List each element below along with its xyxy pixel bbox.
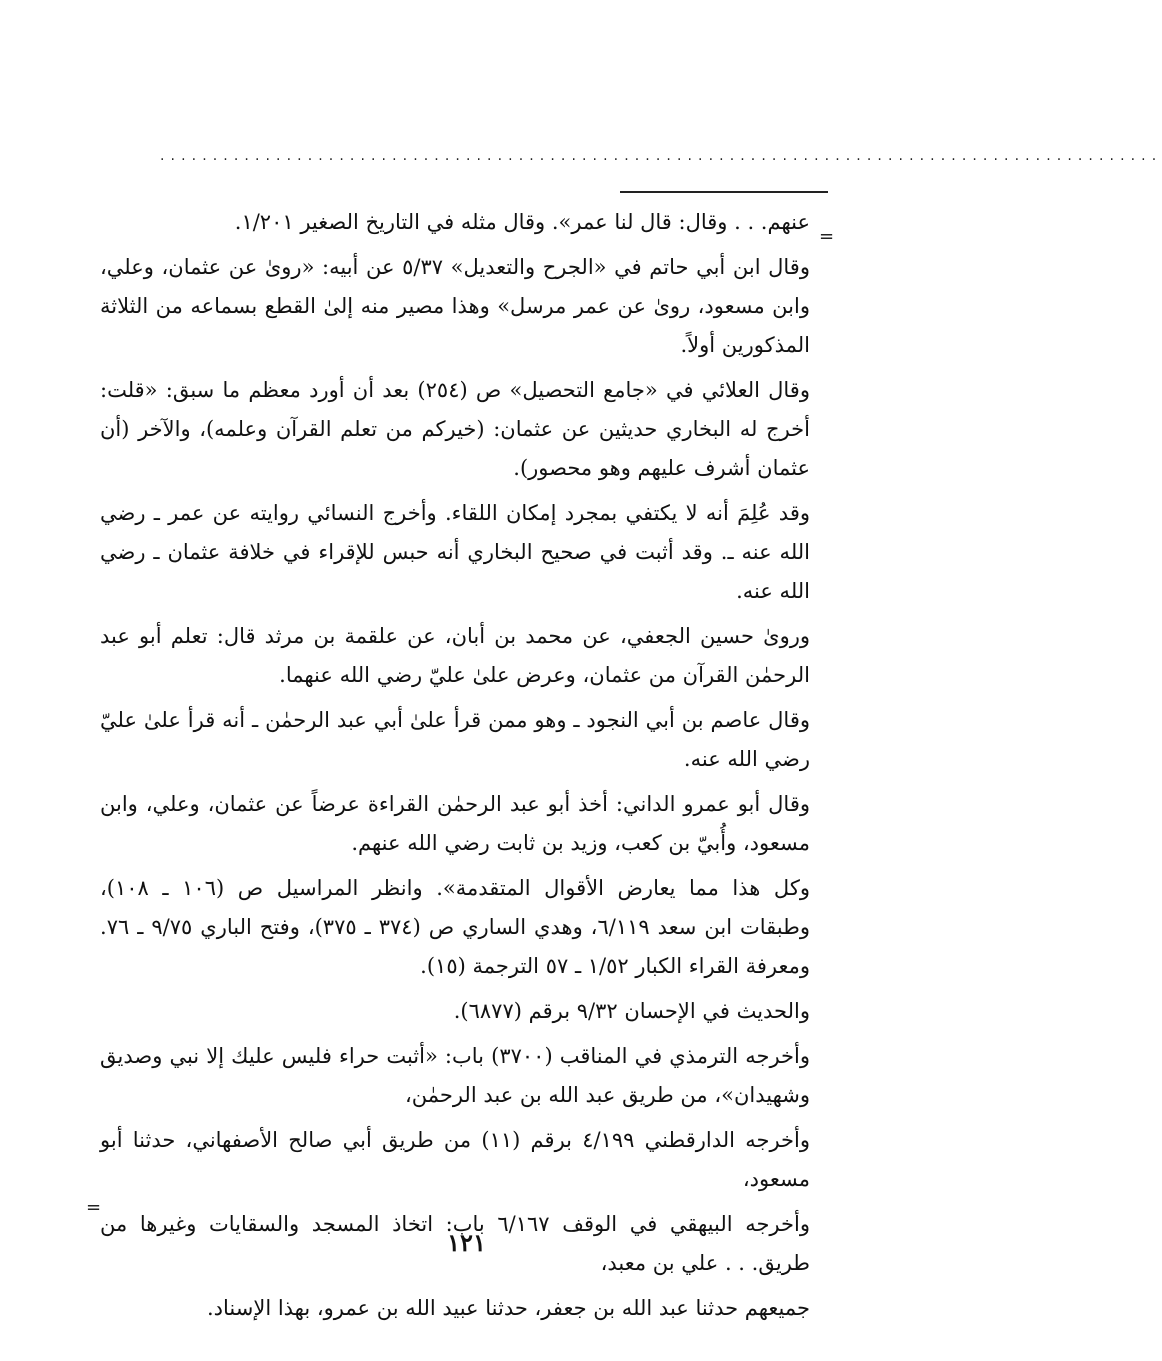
footnote-paragraph: وكل هذا مما يعارض الأقوال المتقدمة». وانظر المراسيل ص (١٠٦ ـ ١٠٨)، وطبقات ابن سعد ٦/١١٩، وهدي الساري ص (٣٧٤ ـ ٣٧٥)، وفتح الباري ٩/٧٥ ـ ٧٦. ومعرفة القراء الكبار ١/٥٢ ـ ٥٧ الترجمة (١٥).	[100, 876, 810, 978]
footnote-separator-rule	[620, 191, 828, 193]
footnote-paragraph: وقد عُلِمَ أنه لا يكتفي بمجرد إمكان اللقاء. وأخرج النسائي روايته عن عمر ـ رضي الله عنه ـ. وقد أثبت في صحيح البخاري أنه حبس للإقراء في خلافة عثمان ـ رضي الله عنه.	[100, 501, 810, 603]
footnote-paragraph: وقال أبو عمرو الداني: أخذ أبو عبد الرحمٰن القراءة عرضاً عن عثمان، وعلي، وابن مسعود، وأُبيّ بن كعب، وزيد بن ثابت رضي الله عنهم.	[100, 792, 810, 855]
continuation-mark-bottom: =	[86, 1197, 102, 1218]
footnote-paragraph: عنهم. . . وقال: قال لنا عمر». وقال مثله في التاريخ الصغير ١/٢٠١.	[234, 210, 810, 234]
footnote-paragraph: وأخرجه البيهقي في الوقف ٦/١٦٧ باب: اتخاذ المسجد والسقايات وغيرها من طريق. . . علي بن معبد،	[100, 1212, 810, 1275]
footnote-paragraph: والحديث في الإحسان ٩/٣٢ برقم (٦٨٧٧).	[453, 999, 810, 1023]
footnote-paragraph: وأخرجه الترمذي في المناقب (٣٧٠٠) باب: «أثبت حراء فليس عليك إلا نبي وصديق وشهيدان»، من طريق عبد الله بن عبد الرحمٰن،	[100, 1044, 810, 1107]
footnote-paragraph: وقال العلائي في «جامع التحصيل» ص (٢٥٤) بعد أن أورد معظم ما سبق: «قلت: أخرج له البخاري حديثين عن عثمان: (خيركم من تعلم القرآن وعلمه)، والآخر (أن عثمان أشرف عليهم وهو محصور).	[100, 378, 810, 480]
footnote-text-block	[100, 203, 810, 1334]
page-number: ١٢١	[447, 1228, 486, 1257]
footnote-paragraph: وأخرجه الدارقطني ٤/١٩٩ برقم (١١) من طريق أبي صالح الأصفهاني، حدثنا أبو مسعود،	[100, 1128, 810, 1191]
continuation-mark-top: =	[819, 226, 835, 247]
footnote-paragraph: وقال عاصم بن أبي النجود ـ وهو ممن قرأ علىٰ أبي عبد الرحمٰن ـ أنه قرأ علىٰ عليّ رضي الله عنه.	[100, 708, 810, 771]
footnote-paragraph: جميعهم حدثنا عبد الله بن جعفر، حدثنا عبيد الله بن عمرو، بهذا الإسناد.	[206, 1296, 810, 1320]
footnote-paragraph: وروىٰ حسين الجعفي، عن محمد بن أبان، عن علقمة بن مرثد قال: تعلم أبو عبد الرحمٰن القرآن من عثمان، وعرض علىٰ عليّ رضي الله عنهما.	[100, 624, 810, 687]
footnote-paragraph: وقال ابن أبي حاتم في «الجرح والتعديل» ٥/٣٧ عن أبيه: «روىٰ عن عثمان، وعلي، وابن مسعود، روىٰ عن عمر مرسل» وهذا مصير منه إلىٰ القطع بسماعه من الثلاثة المذكورين أولاً.	[100, 255, 810, 357]
header-dotted-line: ...............................................................................................	[160, 148, 1162, 164]
